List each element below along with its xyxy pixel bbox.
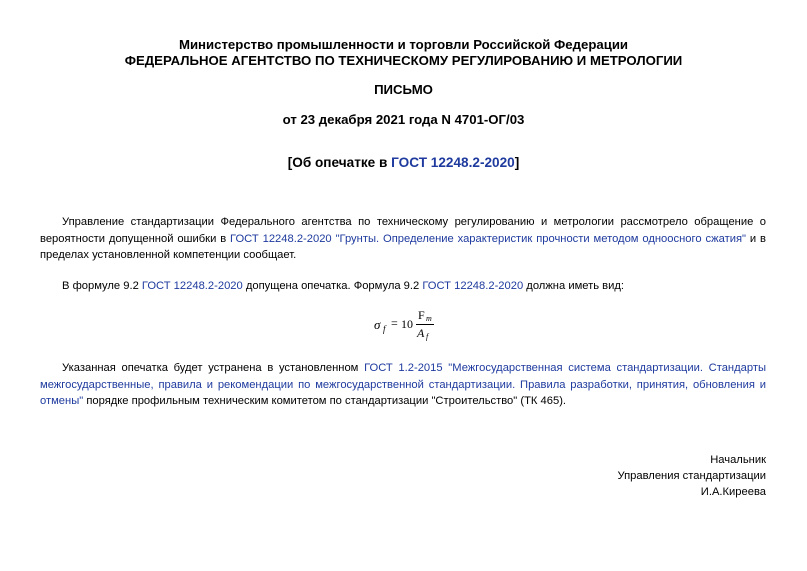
formula-equals: = [391,316,398,330]
agency-heading: ФЕДЕРАЛЬНОЕ АГЕНТСТВО ПО ТЕХНИЧЕСКОМУ РЕГУЛИРОВАНИЮ И МЕТРОЛОГИИ [124,53,683,68]
p1-text-after: и в пределах установленной компетенции сообщает. [40,232,766,261]
subject-prefix: [Об опечатке в [287,155,392,170]
formula-9-2 [374,308,454,340]
signature-department: Управления стандартизации [617,470,766,482]
p3-title-link[interactable]: "Межгосударственная система стандартизации. Стандарты межгосударственные, правила и рекомендации по межгосударственной стандартизации. Правила разработки, принятия, обновления и отмены" [40,362,767,407]
p3-gost-link[interactable]: ГОСТ 1.2-2015 [364,362,443,374]
document-type: ПИСЬМО [374,82,433,97]
paragraph-request [40,214,766,264]
p2-text-after: должна иметь вид: [523,280,624,292]
p2-text-before: В формуле 9.2 [62,280,142,292]
paragraph-correction [40,360,766,410]
signature-name: И.А.Киреева [700,486,766,498]
p2-text-mid: допущена опечатка. Формула 9.2 [242,280,423,292]
document-date: от 23 декабря 2021 года N 4701-ОГ/03 [282,112,525,127]
formula-coefficient: 10 [401,317,413,331]
ministry-heading: Министерство промышленности и торговли Российской Федерации [178,37,629,52]
p2-gost-link-1[interactable]: ГОСТ 12248.2-2020 [141,280,243,292]
subject-suffix: ] [514,155,520,170]
formula-denominator: A [417,326,425,340]
formula-sigma: σ [374,317,381,332]
p1-text-before: Управление стандартизации Федерального агентства по техническому регулированию и метрологии рассмотрело обращение о вероятности допущенной ошибки в [40,216,766,245]
p2-gost-link-2[interactable]: ГОСТ 12248.2-2020 [422,280,524,292]
formula-numerator-sub: m [426,314,432,323]
signature-position: Начальник [710,454,766,466]
subject-gost-link[interactable]: ГОСТ 12248.2-2020 [391,155,515,170]
formula-sigma-sub: f [383,324,386,334]
paragraph-typo [40,278,766,295]
formula-fraction-bar [416,324,434,325]
formula-numerator: F [418,308,425,322]
p1-title-link[interactable]: "Грунты. Определение характеристик прочности методом одноосного сжатия" [335,232,747,245]
p1-gost-link[interactable]: ГОСТ 12248.2-2020 [230,232,332,245]
formula-denominator-sub: f [426,332,429,341]
p3-text-before: Указанная опечатка будет устранена в установленном [62,362,365,374]
document-subject [0,155,807,171]
p3-text-after: порядке профильным техническим комитетом по стандартизации "Строительство" (ТК 465). [83,395,567,407]
